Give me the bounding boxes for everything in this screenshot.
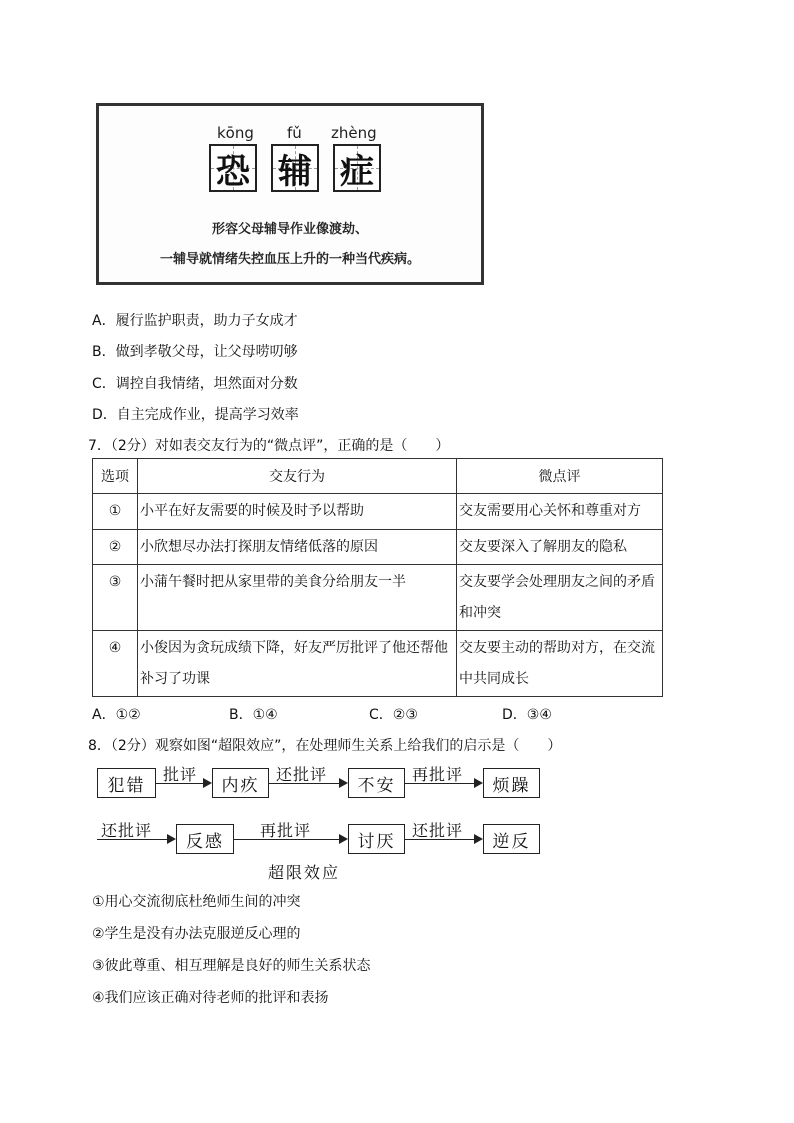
arrow-right-icon xyxy=(167,834,176,844)
arrow-right-icon xyxy=(474,778,483,788)
row-comment: 交友需要用心关怀和尊重对方 xyxy=(457,494,663,530)
flow-label-haipiping: 还批评 xyxy=(276,765,328,784)
row-behavior: 小平在好友需要的时候及时予以帮助 xyxy=(138,494,457,530)
header-option: 选项 xyxy=(93,459,138,494)
row-num: ④ xyxy=(93,631,138,697)
flow-arrow-line xyxy=(234,839,339,840)
q6-option-b: B．做到孝敬父母，让父母唠叨够 xyxy=(92,344,298,360)
row-behavior: 小蒲午餐时把从家里带的美食分给朋友一半 xyxy=(138,565,457,631)
table-row xyxy=(93,565,663,631)
row-comment: 交友要主动的帮助对方，在交流中共同成长 xyxy=(457,631,663,697)
flow-box-taoyan: 讨厌 xyxy=(348,824,405,854)
q7-table xyxy=(92,458,663,697)
flow-box-buan: 不安 xyxy=(348,768,405,798)
flow-box-fanzao: 烦躁 xyxy=(483,768,540,798)
pinyin-2: fǔ xyxy=(287,124,302,142)
pinyin-1: kōng xyxy=(217,124,254,142)
row-behavior: 小欣想尽办法打探朋友情绪低落的原因 xyxy=(138,530,457,565)
arrow-right-icon xyxy=(474,834,483,844)
q7-stem: 7．（2分）对如表交友行为的“微点评”，正确的是（ ） xyxy=(88,438,450,454)
char-box-2: 辅 xyxy=(271,144,319,192)
header-behavior: 交友行为 xyxy=(138,459,457,494)
flow-label-haipiping-3: 还批评 xyxy=(412,821,464,840)
flow-label-haipiping-2: 还批评 xyxy=(101,821,153,840)
pinyin-3: zhèng xyxy=(331,124,377,142)
table-row xyxy=(93,530,663,565)
table-row xyxy=(93,494,663,530)
q8-statement-3: ③彼此尊重、相互理解是良好的师生关系状态 xyxy=(92,958,371,974)
flow-box-fangan: 反感 xyxy=(176,824,234,854)
meme-caption-line2: 一辅导就情绪失控血压上升的一种当代疾病。 xyxy=(159,252,420,267)
table-row xyxy=(93,631,663,697)
flow-arrow-line xyxy=(269,783,339,784)
row-comment: 交友要深入了解朋友的隐私 xyxy=(457,530,663,565)
meme-caption-line1: 形容父母辅导作业像渡劫、 xyxy=(211,222,368,237)
flow-box-nifan: 逆反 xyxy=(483,824,540,854)
flow-box-neijiu: 内疚 xyxy=(212,768,269,798)
arrow-right-icon xyxy=(339,778,348,788)
diagram-caption: 超限效应 xyxy=(268,863,341,882)
flow-box-fancuo: 犯错 xyxy=(97,768,156,798)
q8-statement-1: ①用心交流彻底杜绝师生间的冲突 xyxy=(92,894,301,910)
q7-choice-d: D．③④ xyxy=(502,707,552,723)
flow-arrow-line xyxy=(405,783,474,784)
q7-choice-c: C．②③ xyxy=(369,707,418,723)
q7-choice-b: B．①④ xyxy=(229,707,278,723)
char-box-1: 恐 xyxy=(209,144,257,192)
q8-stem: 8．（2分）观察如图“超限效应”，在处理师生关系上给我们的启示是（ ） xyxy=(88,738,562,754)
header-comment: 微点评 xyxy=(457,459,663,494)
row-comment: 交友要学会处理朋友之间的矛盾和冲突 xyxy=(457,565,663,631)
flow-arrow-line xyxy=(97,839,167,840)
flow-label-zaipiping-2: 再批评 xyxy=(260,821,312,840)
row-num: ② xyxy=(93,530,138,565)
char-box-3: 症 xyxy=(333,144,381,192)
kongfuzheng-image xyxy=(96,103,484,285)
q7-choice-a: A．①② xyxy=(92,707,141,723)
arrow-right-icon xyxy=(339,834,348,844)
table-header-row xyxy=(93,459,663,494)
arrow-right-icon xyxy=(203,778,212,788)
row-num: ③ xyxy=(93,565,138,631)
flow-arrow-line xyxy=(156,783,203,784)
row-num: ① xyxy=(93,494,138,530)
q6-option-d: D．自主完成作业，提高学习效率 xyxy=(92,407,299,423)
q8-statement-2: ②学生是没有办法克服逆反心理的 xyxy=(92,926,301,942)
q8-statement-4: ④我们应该正确对待老师的批评和表扬 xyxy=(92,990,329,1006)
row-behavior: 小俊因为贪玩成绩下降，好友严厉批评了他还帮他补习了功课 xyxy=(138,631,457,697)
flow-label-zaipiping: 再批评 xyxy=(412,765,464,784)
q6-option-a: A．履行监护职责，助力子女成才 xyxy=(92,313,298,329)
flow-arrow-line xyxy=(405,839,474,840)
q6-option-c: C．调控自我情绪，坦然面对分数 xyxy=(92,376,298,392)
flow-label-piping: 批评 xyxy=(163,765,198,784)
